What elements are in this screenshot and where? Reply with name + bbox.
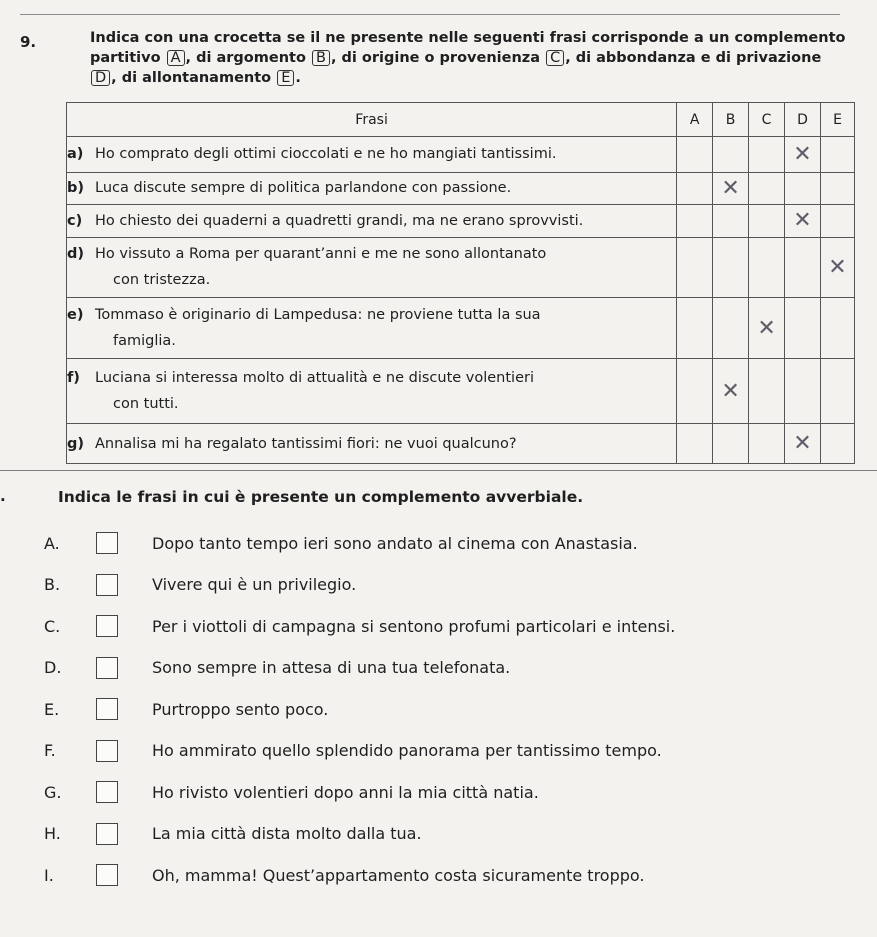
cross-mark-icon: ✕ bbox=[757, 315, 776, 341]
checkbox-cell-a[interactable] bbox=[677, 424, 713, 464]
checkbox-cell-a[interactable] bbox=[677, 172, 713, 204]
option-letter: F. bbox=[44, 741, 56, 760]
option-text: Per i viottoli di campagna si sentono profumi particolari e intensi. bbox=[152, 616, 676, 636]
cross-mark-icon: ✕ bbox=[828, 254, 847, 280]
option-item bbox=[44, 613, 675, 639]
row-text-continuation: con tristezza. bbox=[113, 272, 211, 289]
letter-box-c: C bbox=[546, 50, 564, 66]
checkbox-cell-c[interactable] bbox=[749, 237, 785, 298]
exercise-9-number: 9. bbox=[20, 33, 37, 51]
row-text: Luca discute sempre di politica parlandone con passione. bbox=[95, 180, 512, 197]
option-text: Oh, mamma! Quest’appartamento costa sicuramente troppo. bbox=[152, 865, 645, 885]
letter-box-b: B bbox=[312, 50, 330, 66]
option-checkbox[interactable] bbox=[96, 657, 118, 679]
checkbox-cell-c[interactable] bbox=[749, 205, 785, 237]
option-item bbox=[44, 696, 328, 722]
instruction-text: , di origine o provenienza bbox=[330, 50, 540, 66]
checkbox-cell-d[interactable] bbox=[785, 298, 821, 359]
row-text: Ho vissuto a Roma per quarant’anni e me ne sono allontanato bbox=[95, 246, 547, 263]
checkbox-cell-b[interactable] bbox=[713, 172, 749, 204]
frasi-body bbox=[67, 137, 855, 464]
table-row bbox=[67, 359, 855, 424]
row-label: d) bbox=[67, 246, 85, 263]
frase-cell bbox=[67, 205, 677, 237]
checkbox-cell-b[interactable] bbox=[713, 424, 749, 464]
option-checkbox[interactable] bbox=[96, 864, 118, 886]
checkbox-cell-c[interactable] bbox=[749, 137, 785, 173]
row-text: Luciana si interessa molto di attualità e ne discute volentieri bbox=[95, 370, 535, 387]
cross-mark-icon: ✕ bbox=[793, 208, 812, 234]
checkbox-cell-b[interactable] bbox=[713, 137, 749, 173]
checkbox-cell-a[interactable] bbox=[677, 298, 713, 359]
row-label: b) bbox=[67, 180, 85, 197]
option-letter: B. bbox=[44, 575, 61, 594]
exercise-9-instruction bbox=[90, 28, 850, 88]
checkbox-cell-e[interactable] bbox=[821, 205, 855, 237]
checkbox-cell-d[interactable] bbox=[785, 359, 821, 424]
row-label: f) bbox=[67, 370, 80, 387]
option-item bbox=[44, 862, 645, 888]
header-col-c: C bbox=[749, 103, 785, 137]
cross-mark-icon: ✕ bbox=[721, 378, 740, 404]
option-text: La mia città dista molto dalla tua. bbox=[152, 824, 422, 843]
option-letter: G. bbox=[44, 782, 62, 802]
row-text: Ho chiesto dei quaderni a quadretti grandi, ma ne erano sprovvisti. bbox=[95, 212, 584, 229]
frase-cell bbox=[67, 172, 677, 204]
checkbox-cell-e[interactable] bbox=[821, 359, 855, 424]
table-row bbox=[67, 137, 855, 173]
frase-cell bbox=[67, 137, 677, 173]
instruction-text: . bbox=[295, 70, 301, 86]
instruction-line-2 bbox=[90, 48, 850, 68]
checkbox-cell-d[interactable] bbox=[785, 424, 821, 464]
header-col-a: A bbox=[677, 103, 713, 137]
exercise-10-instruction: Indica le frasi in cui è presente un complemento avverbiale. bbox=[58, 488, 584, 506]
row-label: c) bbox=[67, 212, 83, 229]
instruction-text: , di allontanamento bbox=[111, 70, 272, 86]
checkbox-cell-a[interactable] bbox=[677, 205, 713, 237]
checkbox-cell-b[interactable] bbox=[713, 237, 749, 298]
row-label: a) bbox=[67, 146, 84, 163]
exercise-10-number: . bbox=[0, 487, 6, 505]
option-letter: D. bbox=[44, 658, 62, 677]
checkbox-cell-e[interactable] bbox=[821, 298, 855, 359]
option-letter: E. bbox=[44, 699, 60, 719]
frase-cell bbox=[67, 359, 677, 424]
option-item bbox=[44, 530, 638, 556]
option-checkbox[interactable] bbox=[96, 823, 118, 845]
instruction-text: , di abbondanza e di privazione bbox=[565, 50, 822, 66]
row-text: Annalisa mi ha regalato tantissimi fiori: ne vuoi qualcuno? bbox=[95, 435, 517, 452]
instruction-line-1: Indica con una crocetta se il ne presente nelle seguenti frasi corrisponde a un complemento bbox=[90, 30, 846, 46]
letter-box-e: E bbox=[277, 70, 294, 86]
option-text: Sono sempre in attesa di una tua telefonata. bbox=[152, 658, 511, 677]
checkbox-cell-c[interactable] bbox=[749, 172, 785, 204]
option-checkbox[interactable] bbox=[96, 615, 118, 637]
option-text: Purtroppo sento poco. bbox=[152, 699, 329, 719]
letter-box-a: A bbox=[167, 50, 185, 66]
option-text: Ho ammirato quello splendido panorama per tantissimo tempo. bbox=[152, 741, 662, 760]
option-letter: H. bbox=[44, 824, 61, 843]
header-frasi: Frasi bbox=[67, 103, 677, 137]
option-checkbox[interactable] bbox=[96, 532, 118, 554]
header-col-d: D bbox=[785, 103, 821, 137]
checkbox-cell-d[interactable] bbox=[785, 237, 821, 298]
frase-cell bbox=[67, 424, 677, 464]
option-text: Ho rivisto volentieri dopo anni la mia città natia. bbox=[152, 782, 539, 802]
option-checkbox[interactable] bbox=[96, 781, 118, 803]
checkbox-cell-a[interactable] bbox=[677, 359, 713, 424]
option-letter: C. bbox=[44, 616, 61, 636]
cross-mark-icon: ✕ bbox=[721, 175, 740, 201]
instruction-text: , di argomento bbox=[185, 50, 306, 66]
option-checkbox[interactable] bbox=[96, 574, 118, 596]
checkbox-cell-c[interactable] bbox=[749, 298, 785, 359]
table-row bbox=[67, 424, 855, 464]
cross-mark-icon: ✕ bbox=[793, 141, 812, 167]
row-text: Ho comprato degli ottimi cioccolati e ne ho mangiati tantissimi. bbox=[95, 146, 557, 163]
option-item bbox=[44, 572, 356, 598]
option-item bbox=[44, 655, 510, 681]
checkbox-cell-d[interactable] bbox=[785, 172, 821, 204]
checkbox-cell-e[interactable] bbox=[821, 137, 855, 173]
cross-mark-icon: ✕ bbox=[793, 431, 812, 457]
checkbox-cell-e[interactable] bbox=[821, 172, 855, 204]
option-item bbox=[44, 821, 422, 847]
row-text: Tommaso è originario di Lampedusa: ne proviene tutta la sua bbox=[95, 307, 541, 324]
option-letter: A. bbox=[44, 533, 60, 553]
checkbox-cell-d[interactable] bbox=[785, 205, 821, 237]
row-text-continuation: con tutti. bbox=[113, 396, 179, 413]
frase-cell bbox=[67, 298, 677, 359]
frase-cell bbox=[67, 237, 677, 298]
top-rule bbox=[20, 14, 840, 15]
checkbox-cell-a[interactable] bbox=[677, 237, 713, 298]
checkbox-cell-d[interactable] bbox=[785, 137, 821, 173]
option-item bbox=[44, 779, 539, 805]
option-letter: I. bbox=[44, 865, 54, 885]
frasi-table bbox=[66, 102, 855, 464]
header-col-b: B bbox=[713, 103, 749, 137]
row-label: e) bbox=[67, 307, 84, 324]
checkbox-cell-a[interactable] bbox=[677, 137, 713, 173]
option-text: Dopo tanto tempo ieri sono andato al cinema con Anastasia. bbox=[152, 533, 638, 553]
table-row bbox=[67, 205, 855, 237]
checkbox-cell-c[interactable] bbox=[749, 424, 785, 464]
checkbox-cell-e[interactable] bbox=[821, 424, 855, 464]
letter-box-d: D bbox=[91, 70, 110, 86]
option-item bbox=[44, 738, 662, 764]
checkbox-cell-e[interactable] bbox=[821, 237, 855, 298]
checkbox-cell-b[interactable] bbox=[713, 359, 749, 424]
header-col-e: E bbox=[821, 103, 855, 137]
instruction-line-3 bbox=[90, 68, 850, 88]
section-divider bbox=[0, 470, 877, 471]
row-label: g) bbox=[67, 435, 85, 452]
option-checkbox[interactable] bbox=[96, 740, 118, 762]
checkbox-cell-b[interactable] bbox=[713, 298, 749, 359]
option-text: Vivere qui è un privilegio. bbox=[152, 575, 357, 594]
table-row bbox=[67, 298, 855, 359]
option-checkbox[interactable] bbox=[96, 698, 118, 720]
checkbox-cell-c[interactable] bbox=[749, 359, 785, 424]
instruction-text: partitivo bbox=[90, 50, 161, 66]
table-row bbox=[67, 237, 855, 298]
row-text-continuation: famiglia. bbox=[113, 333, 176, 350]
checkbox-cell-b[interactable] bbox=[713, 205, 749, 237]
table-row bbox=[67, 172, 855, 204]
